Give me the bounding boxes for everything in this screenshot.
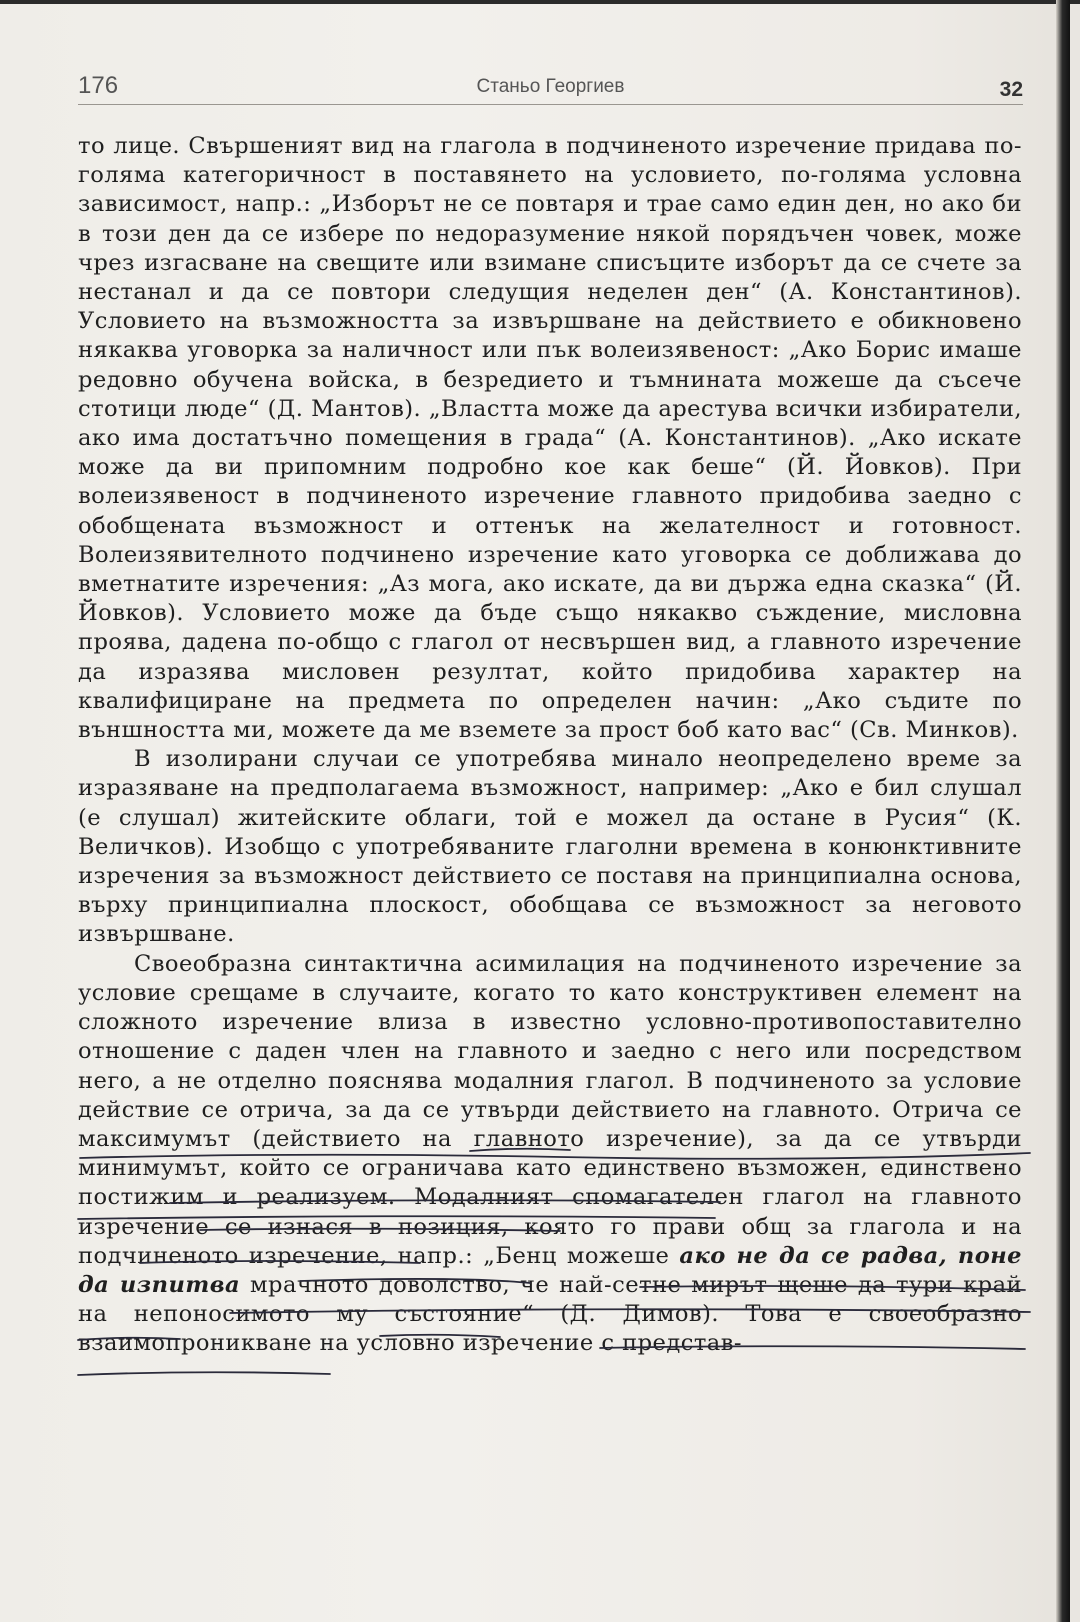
paragraph-1: то лице. Свършеният вид на глагола в подчиненото изречение придава по-голяма категоричност в поставянето на условието, по-голяма условна зависимост, напр.: „Изборът не се повтаря и трае само един ден, но ако би в този ден да се избере по недоразумение някой порядъчен човек, може чрез изгасване на свещите или взимане списъците изборът да се счете за нестанал и да се повтори следущия неделен ден“ (А. Константинов). Условието на възможността за извършване на действието е обикновено някаква уговорка за наличност или пък волеизявеност: „Ако Борис имаше редовно обучена войска, в безредието и тъмнината можеше да съсече стотици люде“ (Д. Мантов). „Властта може да арестува всички избиратели, ако има достатъчно помещения в града“ (А. Константинов). „Ако искате може да ви припомним подробно кое как беше“ (Й. Йовков). При волеизявеност в подчиненото изречение главното придобива заедно с обобщената възможност и оттенък на желателност и готовност. Волеизявителното подчинено изречение като уговорка се доближава до вметнатите изречения: „Аз мога, ако искате, да ви държа една сказка“ (Й. Йовков). Условието може да бъде също някакво съждение, мисловна проява, дадена по-общо с глагол от несвършен вид, а главното изречение да изразява мисловен резултат, който придобива характер на квалифициране на предмета по определен начин: „Ако съдите по външността ми, можете да ме вземете за прост боб като вас“ (Св. Минков). xyxy=(78,133,1022,744)
running-head: Станьо Георгиев xyxy=(476,76,625,97)
page-number: 176 xyxy=(78,72,119,99)
scan-binding-edge xyxy=(1056,0,1070,1622)
scan-top-edge xyxy=(0,0,1080,4)
paragraph-3 xyxy=(78,950,1022,1359)
strike-8 xyxy=(78,1372,330,1375)
paragraph-3-text-a: Своеобразна синтактична асимилация на подчиненото изречение за условие срещаме в случаите, когато то като конструктивен елемент на сложното изречение влиза в известно условно-противопоставително отношение с даден член на главното и заедно с него или посредством него, а не отделно пояснява модалния глагол. В подчиненото за условие действие се отрича, за да се утвърди действието на главното. Отрича се максимумът (действието на главното изречение), за да се утвърди минимумът, който се ограничава като единствено възможен, единствено постижим и реализуем. Модалният спомагателен глагол на главното изречение се изнася в позиция, която го прави общ за глагола и на подчиненото изречение, напр.: „Бенц можеше xyxy=(78,950,1022,1269)
signature-mark: 32 xyxy=(999,78,1023,101)
paragraph-2: В изолирани случаи се употребява минало неопределено време за изразяване на предполагаема възможност, например: „Ако е бил слушал (е слушал) житейските облаги, той е можел да остане в Русия“ (К. Величков). Изобщо с употребяваните глаголни времена в конюнктивните изречения за възможност действието се поставя на принципиална основа, върху принципиална плоскост, обобщава се възможност за неговото извършване. xyxy=(78,746,1022,948)
body-text xyxy=(78,132,1022,1359)
page-header xyxy=(78,70,1023,105)
paragraph-3-text-b: мрачното доволство, че най-сетне мирът щеше да тури край на непоносимото му състояние“ (Д. Димов). Това е своеобразно взаимопроникване на условно изречение с представ- xyxy=(78,1271,1022,1357)
italic-example: ако не да се радва, поне да изпитва xyxy=(78,1242,1022,1298)
